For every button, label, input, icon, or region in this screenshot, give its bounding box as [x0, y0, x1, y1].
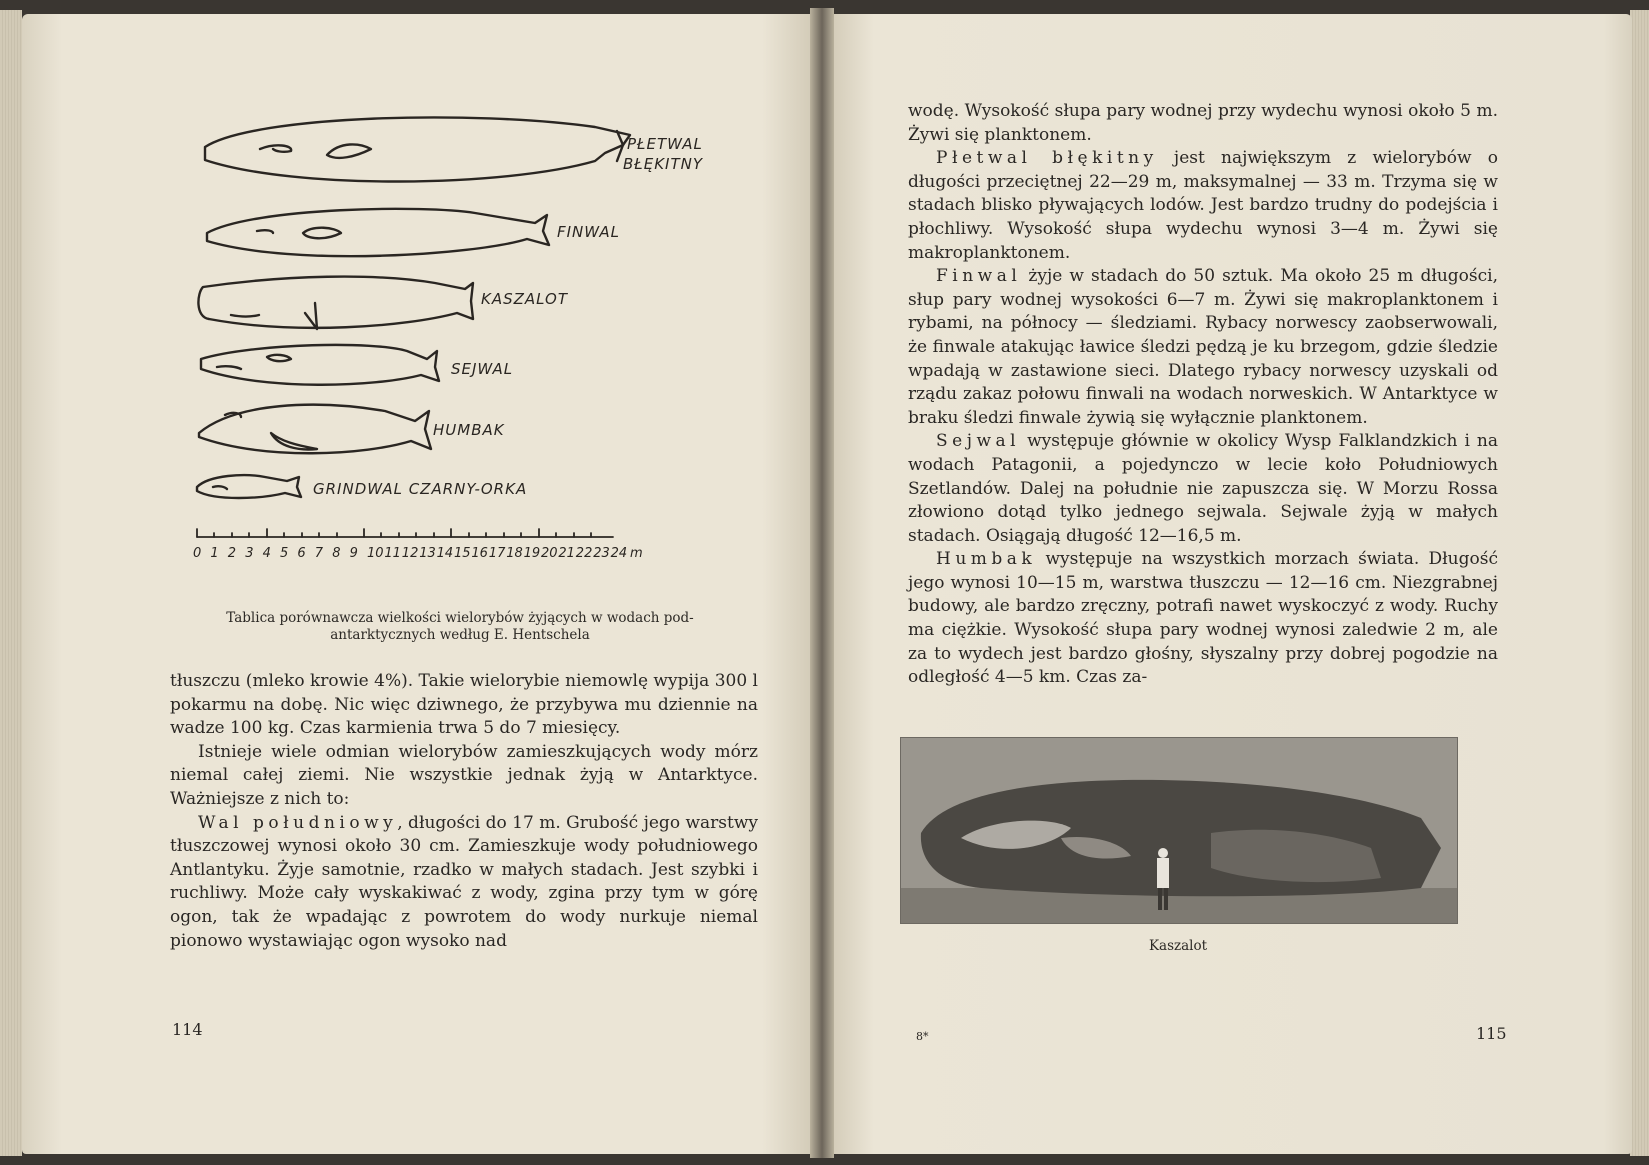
- scale-tick-9: 9: [349, 546, 358, 561]
- scale-tick-labels: [193, 546, 643, 561]
- scale-tick-15: 15: [454, 546, 471, 561]
- scale-tick-11: 11: [384, 546, 401, 561]
- scale-tick-6: 6: [297, 546, 306, 561]
- label-fin-whale: FINWAL: [557, 223, 620, 241]
- right-body-text: [908, 100, 1498, 690]
- right-paragraph-5-text: występuje na wszystkich morzach świata. Długość jego wynosi 10—15 m, warstwa tłuszczu — 12—16 cm. Niezgrabnej budowy, ale bardzo zręczny, potrafi nawet wyskoczyć z wody. Ruchy ma ciężkie. Wysokość słupa pary wodnej wynosi zaledwie 2 m, ale za to wydech jest bardzo głośny, słyszalny przy dobrej pogodzie na odległość 4—5 km. Czas za-: [908, 549, 1498, 688]
- diagram-caption: [170, 610, 750, 644]
- right-paragraph-4: [908, 430, 1498, 548]
- humpback-whale-drawing: [199, 405, 431, 454]
- blue-whale-drawing: [205, 117, 630, 181]
- page-number-left: 114: [172, 1020, 203, 1039]
- right-page-edges: [1630, 10, 1649, 1156]
- fin-whale-drawing: [207, 209, 549, 256]
- species-name-sei-whale: Sejwal: [936, 431, 1021, 452]
- species-name-humpback: Humbak: [936, 549, 1037, 570]
- scale-tick-2: 2: [227, 546, 237, 561]
- right-paragraph-1: wodę. Wysokość słupa pary wodnej przy wydechu wynosi około 5 m. Żywi się planktonem.: [908, 101, 1498, 145]
- scale-tick-7: 7: [314, 546, 324, 561]
- photo-caption: Kaszalot: [1148, 938, 1208, 954]
- label-blue-whale: PŁETWAL BŁĘKITNY: [623, 135, 704, 173]
- scale-tick-16: 16: [471, 546, 488, 561]
- scale-tick-13: 13: [419, 546, 436, 561]
- orca-pilot-whale-drawing: [197, 475, 301, 498]
- right-paragraph-5: [908, 548, 1498, 690]
- scale-tick-14: 14: [436, 546, 454, 561]
- signature-mark: 8*: [916, 1030, 929, 1043]
- left-paragraph-1: tłuszczu (mleko krowie 4%). Takie wielorybie niemowlę wypija 300 l pokarmu na dobę. Nic więc dziwnego, że przybywa mu dziennie na wadze 100 kg. Czas karmienia trwa 5 do 7 miesięcy.: [170, 671, 758, 739]
- scale-tick-10: 10: [367, 546, 384, 561]
- scale-tick-24: 24: [610, 546, 628, 561]
- scale-tick-4: 4: [262, 546, 271, 561]
- left-body-text: [170, 670, 758, 953]
- species-name-fin-whale: Finwal: [936, 266, 1022, 287]
- scale-tick-8: 8: [332, 546, 341, 561]
- scale-tick-22: 22: [575, 546, 593, 561]
- right-paragraph-3-text: żyje w stadach do 50 sztuk. Ma około 25 m długości, słup pary wodnej wysokości 6—7 m. Żywi się makroplanktonem i rybami, na północy — śledziami. Rybacy norwescy zaobserwowali, że finwale atakując ławice śledzi pędzą je ku brzegom, gdzie śledzie wpadają w zastawione sieci. Dlatego rybacy norwescy uzyskali od rządu zakaz połowu finwali na wodach norweskich. W Antarktyce w braku śledzi finwale żywią się wyłącznie planktonem.: [908, 266, 1498, 428]
- label-sei-whale: SEJWAL: [451, 360, 514, 378]
- right-paragraph-4-text: występuje głównie w okolicy Wysp Falklandzkich i na wodach Patagonii, a pojedynczo w lecie koło Południowych Szetlandów. Dalej na południe nie zapuszcza się. W Morzu Rossa złowiono dotąd tylko jednego sejwala. Sejwale żyją w małych stadach. Osiągają długość 12—16,5 m.: [908, 431, 1498, 546]
- label-orca-pilot-whale: GRINDWAL CZARNY-ORKA: [313, 480, 528, 498]
- sei-whale-drawing: [201, 345, 439, 385]
- scale-tick-17: 17: [488, 546, 506, 561]
- left-paragraph-3-text: , długości do 17 m. Grubość jego warstwy tłuszczowej wynosi około 30 cm. Zamieszkuje wody południowego Antlantyku. Żyje samotnie, rzadko w małych stadach. Jest szybki i ruchliwy. Może cały wyskakiwać z wody, zgina przy tym w górę ogon, tak że wpadając z powrotem do wody nurkuje niemal pionowo wystawiając ogon wysoko nad: [170, 812, 758, 951]
- scale-tick-23: 23: [593, 546, 610, 561]
- right-paragraph-2-text: jest największym z wielorybów o długości przeciętnej 22—29 m, maksymalnej — 33 m. Trzyma się w stadach blisko pływających lodów. Jest bardzo trudny do podejścia i płochliwy. Wysokość słupa wydechu wynosi 3—4 m. Żywi się makroplanktonem.: [908, 148, 1498, 263]
- scale-tick-21: 21: [558, 546, 575, 561]
- label-sperm-whale: KASZALOT: [481, 290, 569, 308]
- scale-tick-20: 20: [541, 546, 558, 561]
- caption-line-2: antarktycznych według E. Hentschela: [330, 627, 590, 643]
- scale-unit: m: [630, 546, 643, 561]
- scale-tick-19: 19: [523, 546, 541, 561]
- left-page-edges: [0, 10, 22, 1156]
- book-gutter: [810, 8, 834, 1158]
- whale-comparison-diagram: [175, 105, 775, 595]
- species-name-blue-whale: Płetwal błękitny: [936, 148, 1158, 169]
- sperm-whale-photo: [900, 737, 1458, 924]
- length-scale: [197, 529, 613, 537]
- scale-tick-12: 12: [401, 546, 419, 561]
- right-paragraph-3: [908, 265, 1498, 430]
- scale-tick-5: 5: [280, 546, 289, 561]
- label-humpback-whale: HUMBAK: [433, 421, 505, 439]
- species-name-southern-whale: Wal południowy: [198, 812, 398, 833]
- sperm-whale-drawing: [198, 277, 473, 329]
- scale-tick-18: 18: [506, 546, 523, 561]
- left-paragraph-3: [170, 812, 758, 954]
- right-paragraph-2: [908, 147, 1498, 265]
- scale-tick-0: 0: [193, 546, 202, 561]
- caption-line-1: Tablica porównawcza wielkości wielorybów żyjących w wodach pod-: [226, 610, 694, 626]
- page-number-right: 115: [1476, 1024, 1507, 1043]
- left-paragraph-2: Istnieje wiele odmian wielorybów zamieszkujących wody mórz niemal całej ziemi. Nie wszystkie jednak żyją w Antarktyce. Ważniejsze z nich to:: [170, 741, 758, 809]
- scale-tick-1: 1: [210, 546, 219, 561]
- scale-tick-3: 3: [245, 546, 254, 561]
